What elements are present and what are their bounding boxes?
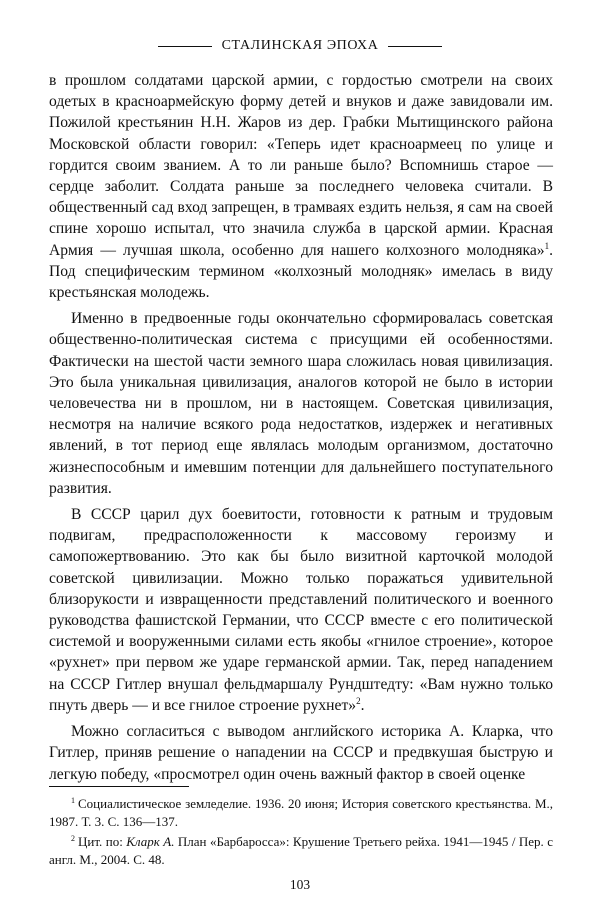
paragraph-1 — [49, 70, 553, 303]
paragraph-4: Можно согласиться с выводом английского историка А. Кларка, что Гитлер, приняв решение о нападении на СССР и предвкушая быструю и легкую победу, «просмотрел один очень важный фактор в своей оценке — [49, 723, 553, 783]
footnote-separator — [49, 786, 189, 787]
footnote-1-mark: 1 — [71, 795, 75, 805]
paragraph-1-tail: . Под специфическим термином «колхозный молодняк» имелась в виду крестьянская молодежь. — [49, 241, 553, 302]
header-rule-left — [158, 46, 212, 47]
paragraph-3-text: В СССР царил дух боевитости, готовности к ратным и трудовым подвигам, предрасположенности к массовому героизму и самопожертвованию. Это как бы было визитной карточкой молодой советской цивилизации. Можно только поражаться удивительной близорукости и извращенности представлений политического и военного руководства фашистской Германии, что СССР вместе с его политической системой и вооруженными силами есть якобы «гнилое строение», которое «рухнет» при первом же ударе германской армии. Так, перед нападением на СССР Гитлер внушал фельдмаршалу Рундштедту: «Вам нужно только пнуть дверь — и все гнилое строение рухнет» — [49, 506, 553, 714]
footnote-2 — [49, 833, 553, 869]
footnote-2-text: План «Барбаросса»: Крушение Третьего рейха. 1941—1945 / Пер. с англ. М., 2004. С. 48. — [49, 834, 554, 867]
header-rule-right — [388, 46, 442, 47]
running-head — [0, 38, 600, 54]
footnotes — [49, 795, 553, 869]
footnote-2-mark: 2 — [71, 833, 75, 843]
running-title: СТАЛИНСКАЯ ЭПОХА — [221, 38, 379, 53]
body-text — [49, 70, 553, 785]
paragraph-2: Именно в предвоенные годы окончательно сформировалась советская общественно-политическая система с присущими ей особенностями. Фактически на шестой части земного шара сложилась новая цивилизация. Это была уникальная цивилизация, аналогов которой не было в истории человечества ни в прошлом, ни в настоящем. Советская цивилизация, несмотря на наличие всякого рода недостатков, издержек и негативных явлений, в тот период еще являлась молодым организмом, достаточно жизнеспособным и имевшим потенции для дальнейшего поступательного развития. — [49, 310, 553, 497]
footnote-1-text: Социалистическое земледелие. 1936. 20 июня; История советского крестьянства. М., 1987. Т. 3. С. 136—137. — [49, 796, 553, 829]
footnote-1 — [49, 795, 553, 831]
footnote-2-author: Кларк А. — [126, 834, 175, 849]
paragraph-1-text: в прошлом солдатами царской армии, с гордостью смотрели на своих одетых в красноармейскую форму детей и внуков и даже завидовали им. Пожилой крестьянин Н.Н. Жаров из дер. Грабки Мытищинского района Московской области говорил: «Теперь идет красноармеец по улице и гордится своим званием. А то ли раньше было? Вспомнишь старое — сердце заболит. Солдата раньше за последнего человека считали. В общественный сад вход запрещен, в трамваях ездить нельзя, я сам на своей спине хорошо испытал, что значила служба в царской армии. Красная Армия — лучшая школа, особенно для нашего колхозного молодняка» — [49, 72, 553, 259]
footnote-ref-1: 1 — [544, 240, 550, 251]
paragraph-3-tail: . — [360, 696, 365, 714]
paragraph-3 — [49, 504, 553, 716]
footnote-ref-2: 2 — [356, 695, 361, 706]
footnote-2-prefix: Цит. по: — [78, 834, 127, 849]
page-number: 103 — [289, 877, 311, 892]
